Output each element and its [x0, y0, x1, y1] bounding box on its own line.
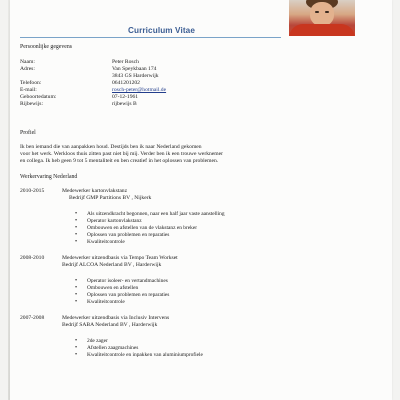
- bullet-icon: •: [75, 218, 78, 224]
- job-task: Kwaliteitcontrole: [87, 239, 125, 245]
- bullet-icon: •: [75, 352, 78, 358]
- bullet-icon: •: [75, 232, 78, 238]
- job-role: Medewerker uitzendbasis via Inclusiv Intervens: [62, 315, 170, 321]
- label-phone: Telefoon:: [20, 80, 42, 86]
- label-name: Naam:: [20, 59, 35, 65]
- value-email-link[interactable]: rosch-peter@hotmail.de: [112, 87, 167, 93]
- value-license: rijbewijs B: [112, 101, 137, 107]
- label-address: Adres:: [20, 66, 35, 72]
- bullet-icon: •: [75, 299, 78, 305]
- job-task: Afstellen zaagmachines: [87, 345, 139, 351]
- photo-shirt: [289, 24, 355, 36]
- profile-text-line: voor het werk. Werkloos thuis zitten past niet bij mij. Verder ben ik een trouwe werknemer: [20, 151, 223, 157]
- section-heading-personal: Persoonlijke gegevens: [20, 44, 72, 50]
- job-company: Bedrijf SABA Nederland BV , Harderwijk: [62, 322, 158, 328]
- bullet-icon: •: [75, 345, 78, 351]
- photo-face: [310, 2, 334, 26]
- job-task: 2de zager: [87, 338, 108, 344]
- job-task: Ombouwen en afstellen van de vlakstanz en breker: [87, 225, 198, 231]
- bullet-icon: •: [75, 278, 78, 284]
- value-address-street: Van Speykbaan 174: [112, 66, 157, 72]
- label-birthdate: Geboortedatum:: [20, 94, 57, 100]
- job-task: Kwaliteitcontrole: [87, 299, 125, 305]
- job-period: 2007-2008: [20, 315, 45, 321]
- label-license: Rijbewijs:: [20, 101, 43, 107]
- value-address-city: 3843 GS Harderwijk: [112, 73, 159, 79]
- job-task: Operator kartonvlakstanz: [87, 218, 142, 224]
- job-company: Bedrijf ALCOA Nederland BV , Harderwijk: [62, 262, 162, 268]
- job-period: 2008-2010: [20, 255, 45, 261]
- value-phone: 0641201202: [112, 80, 140, 86]
- bullet-icon: •: [75, 338, 78, 344]
- value-birthdate: 07-12-1961: [112, 94, 139, 100]
- bullet-icon: •: [75, 211, 78, 217]
- section-heading-experience: Werkervaring Nederland: [20, 174, 78, 180]
- bullet-icon: •: [75, 239, 78, 245]
- job-task: Ombouwen en afstellen: [87, 285, 139, 291]
- job-task: Oplossen van problemen en reparaties: [87, 292, 170, 298]
- job-period: 2010-2015: [20, 188, 45, 194]
- job-task: Kwaliteitcontrole en inpakken van aluminiumprofiele: [87, 352, 203, 358]
- job-task: Oplossen van problemen en reparaties: [87, 232, 170, 238]
- value-name: Peter Rosch: [112, 59, 139, 65]
- title-divider: [20, 37, 281, 38]
- document-page: [10, 0, 392, 400]
- job-role: Medewerker uitzendbasis via Tempo Team Workset: [62, 255, 178, 261]
- label-email: E-mail:: [20, 87, 37, 93]
- profile-photo: [289, 0, 355, 36]
- job-task: Als uitzendkracht begonnen, naar een half jaar vaste aanstelling: [87, 211, 225, 217]
- profile-text-line: en collega. Ik heb geen 9 tot 5 mentaliteit en ben creatief in het oplossen van problemen.: [20, 158, 219, 164]
- job-task: Operator isoleer- en vertandmachines: [87, 278, 168, 284]
- section-heading-profile: Profiel: [20, 130, 36, 136]
- job-role: Medewerker kartonvlakstanz: [62, 188, 128, 194]
- photo-eye: [315, 11, 319, 13]
- bullet-icon: •: [75, 292, 78, 298]
- bullet-icon: •: [75, 285, 78, 291]
- document-title: Curriculum Vitae: [128, 26, 195, 35]
- photo-eye: [325, 11, 329, 13]
- bullet-icon: •: [75, 225, 78, 231]
- profile-text-line: Ik ben iemand die van aanpakken houd. Destijds ben ik naar Nederland gekomen: [20, 144, 202, 150]
- job-company: Bedrijf GMP Partitions BV , Nijkerk: [69, 195, 152, 201]
